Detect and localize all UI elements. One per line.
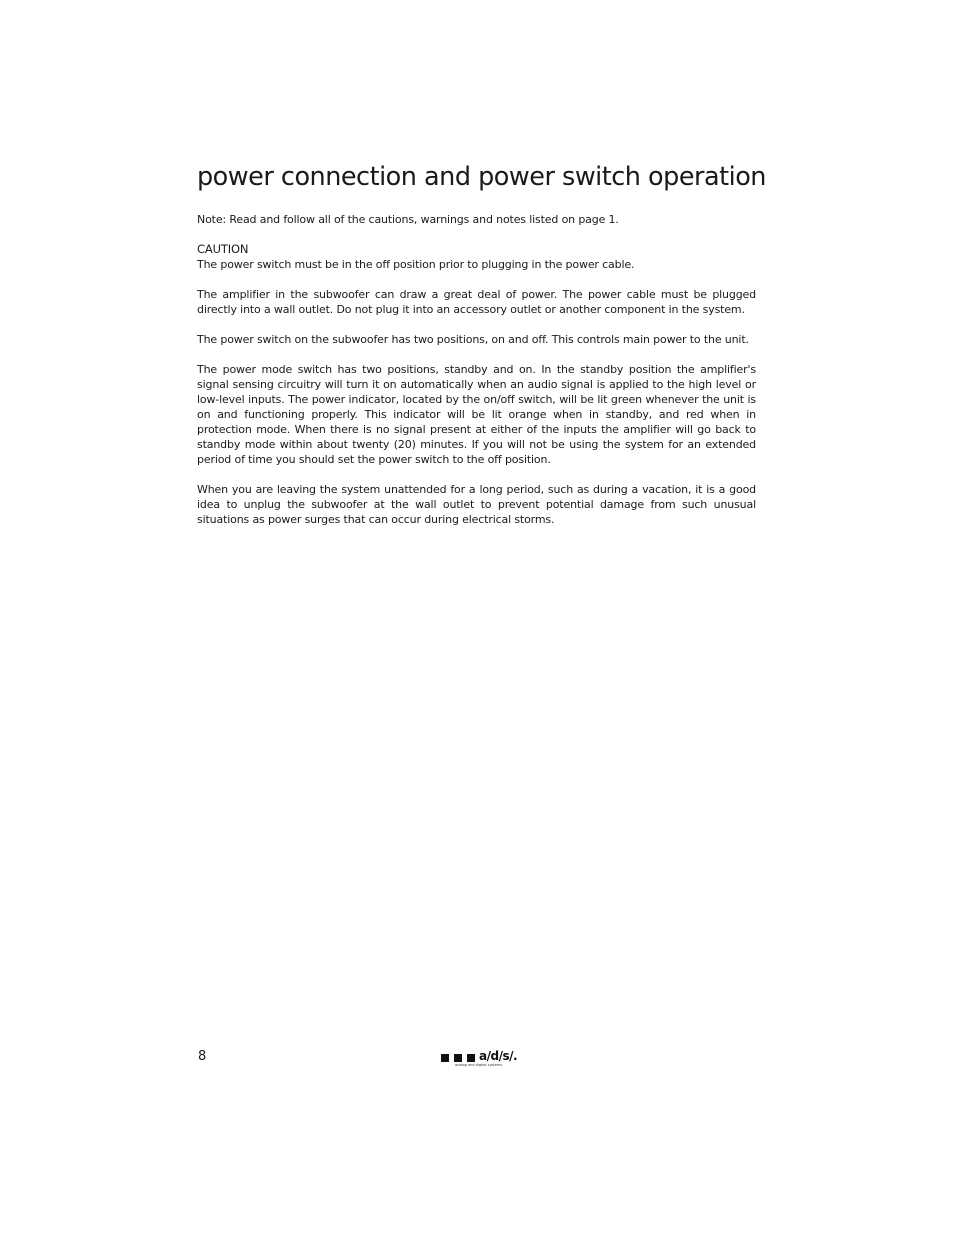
paragraph-power-switch: The power switch on the subwoofer has two positions, on and off. This controls main power to the unit. [197,333,749,346]
paragraph-power-draw: The amplifier in the subwoofer can draw a great deal of power. The power cable must be plugged directly into a wall outlet. Do not plug it into an accessory outlet or another component in the system. [197,288,756,316]
logo-square-icon [467,1054,475,1062]
logo-square-icon [441,1054,449,1062]
logo-wordmark: a/d/s/. [479,1049,518,1063]
caution-heading: CAUTION [197,242,249,256]
logo-tagline: analog and digital systems [455,1063,503,1067]
body-text [197,212,756,542]
note-paragraph: Note: Read and follow all of the cautions, warnings and notes listed on page 1. [197,213,619,226]
page-number: 8 [198,1049,207,1064]
logo-square-icon [454,1054,462,1062]
caution-text: The power switch must be in the off position prior to plugging in the power cable. [197,258,635,271]
caution-block [197,242,756,272]
page-title: power connection and power switch operation [197,162,766,192]
paragraph-power-mode: The power mode switch has two positions, standby and on. In the standby position the amplifier's signal sensing circuitry will turn it on automatically when an audio signal is applied to the high level or low-level inputs. The power indicator, located by the on/off switch, will be lit green whenever the unit is on and functioning properly. This indicator will be lit orange when in standby, and red when in protection mode. When there is no signal present at either of the inputs the amplifier will go back to standby mode within about twenty (20) minutes. If you will not be using the system for an extended period of time you should set the power switch to the off position. [197,363,756,466]
paragraph-unattended: When you are leaving the system unattended for a long period, such as during a vacation, it is a good idea to unplug the subwoofer at the wall outlet to prevent potential damage from such unusual situations as power surges that can occur during electrical storms. [197,483,756,526]
ads-logo [441,1050,521,1070]
